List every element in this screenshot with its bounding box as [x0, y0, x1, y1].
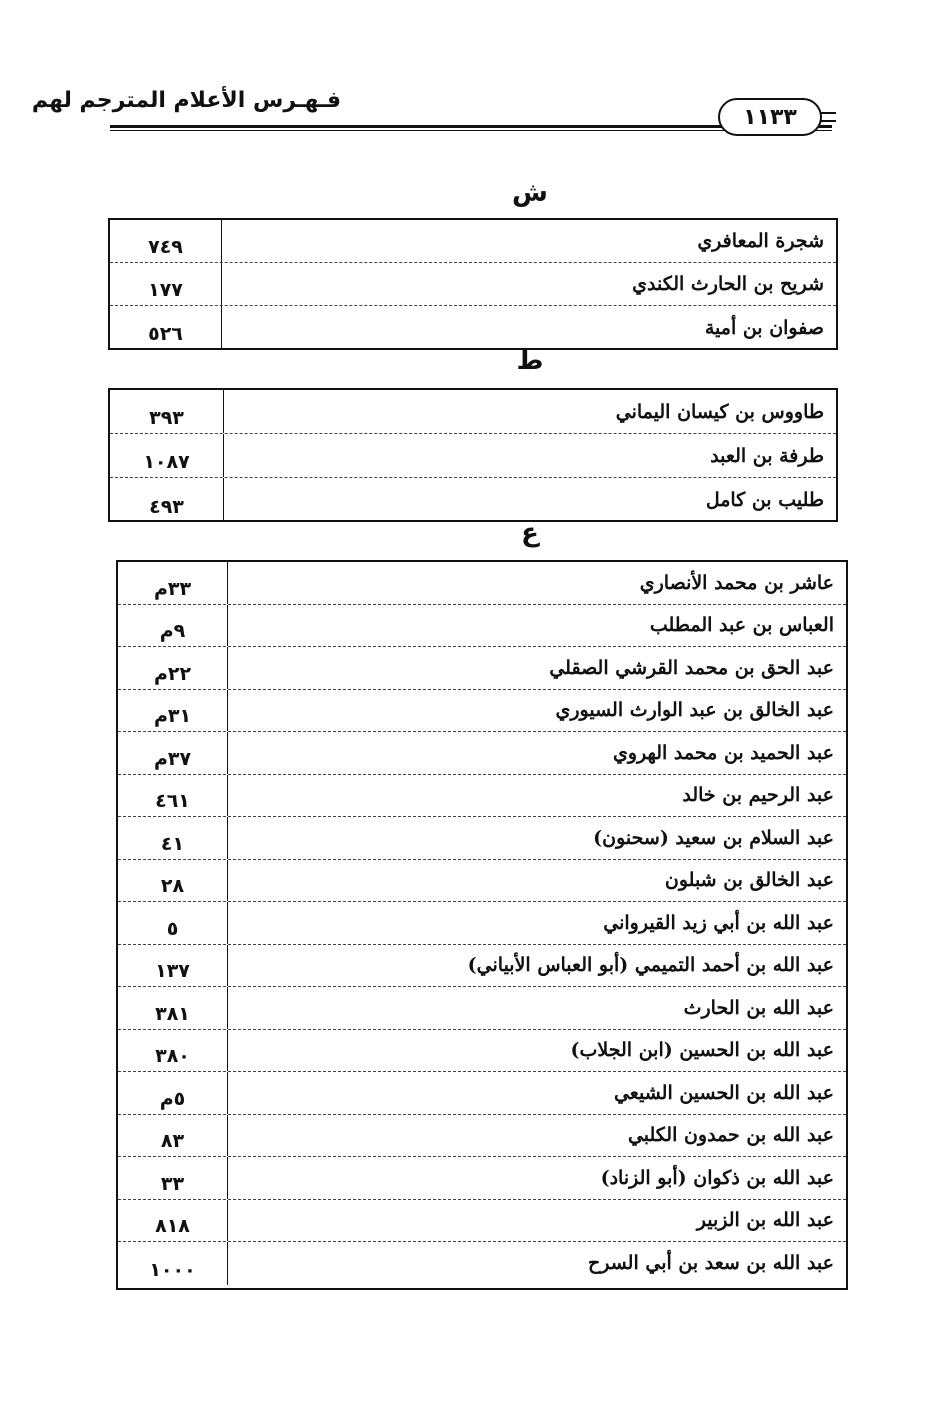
index-row [118, 1242, 846, 1285]
index-row [118, 902, 846, 945]
index-row [118, 1072, 846, 1115]
page-reference: ٥م [118, 1072, 228, 1114]
index-row [110, 478, 836, 522]
person-name: شريح بن الحارث الكندي [632, 273, 824, 295]
index-row [118, 987, 846, 1030]
person-name: عبد الله بن الحارث [683, 996, 834, 1019]
person-name: عبد الله بن الزبير [696, 1209, 834, 1232]
person-name: عبد الخالق بن شبلون [664, 869, 834, 892]
index-row [110, 220, 836, 263]
person-name: عبد الله بن حمدون الكلبي [627, 1124, 834, 1147]
person-name: عبد الخالق بن عبد الوارث السيوري [555, 699, 834, 722]
page-reference: ١٣٧ [118, 945, 228, 987]
index-row [118, 732, 846, 775]
page-reference: ٣٨٠ [118, 1030, 228, 1072]
page-reference: ٥ [118, 902, 228, 944]
person-name: طليب بن كامل [705, 489, 824, 511]
person-name: عبد الله بن سعد بن أبي السرح [587, 1252, 834, 1275]
person-name: عاشر بن محمد الأنصاري [639, 571, 834, 594]
page-reference: ١٠٠٠ [118, 1242, 228, 1285]
page-reference: ٨٣ [118, 1115, 228, 1157]
person-name: صفوان بن أمية [704, 316, 824, 339]
index-row [110, 306, 836, 349]
page-reference: ٣٨١ [118, 987, 228, 1029]
page-reference: ٤٦١ [118, 775, 228, 817]
index-row [118, 1157, 846, 1200]
page-reference: ١٠٨٧ [110, 434, 224, 477]
page-reference: ٣٩٣ [110, 390, 224, 433]
index-row [118, 1115, 846, 1158]
person-name: عبد الله بن أبي زيد القيرواني [603, 911, 834, 934]
index-row [118, 562, 846, 605]
index-row [118, 1030, 846, 1073]
section-letter: ع [521, 518, 539, 548]
running-title: فـهـرس الأعلام المترجم لهم [31, 88, 341, 113]
page-reference: ٢٢م [118, 647, 228, 689]
person-name: طرفة بن العبد [710, 444, 824, 467]
person-name: طاووس بن كيسان اليماني [615, 400, 824, 423]
person-name: عبد السلام بن سعيد (سحنون) [593, 826, 834, 849]
person-name: عبد الرحيم بن خالد [682, 784, 834, 807]
section-letter: ط [516, 346, 544, 376]
person-name: عبد الحميد بن محمد الهروي [612, 741, 834, 764]
page-reference: ٧٤٩ [110, 220, 222, 262]
person-name: عبد الله بن الحسين (ابن الجلاب) [570, 1039, 834, 1062]
person-name: عبد الله بن ذكوان (أبو الزناد) [600, 1166, 834, 1189]
person-name: شجرة المعافري [697, 230, 824, 252]
index-row [118, 690, 846, 733]
index-row [110, 434, 836, 478]
page-reference: ٣٧م [118, 732, 228, 774]
index-table [116, 560, 848, 1290]
index-table [108, 218, 838, 350]
page-reference: ٣٣م [118, 562, 228, 604]
page-number: ١١٣٣ [718, 98, 822, 136]
page-reference: ٩م [118, 605, 228, 647]
index-row [110, 390, 836, 434]
section-letter: ش [512, 178, 548, 208]
page-reference: ١٧٧ [110, 263, 222, 305]
index-row [118, 605, 846, 648]
index-table [108, 388, 838, 522]
index-row [118, 647, 846, 690]
index-row [118, 945, 846, 988]
index-row [118, 817, 846, 860]
index-row [118, 775, 846, 818]
page-header [0, 0, 941, 160]
index-row [118, 1200, 846, 1243]
person-name: عبد الله بن أحمد التميمي (أبو العباس الأبياني) [467, 954, 834, 977]
page-reference: ٢٨ [118, 860, 228, 902]
index-row [110, 263, 836, 306]
page-reference: ٤٩٣ [110, 478, 224, 522]
page-reference: ٥٢٦ [110, 306, 222, 349]
page-reference: ٣٣ [118, 1157, 228, 1199]
person-name: عبد الله بن الحسين الشيعي [613, 1081, 834, 1104]
person-name: عبد الحق بن محمد القرشي الصقلي [549, 656, 834, 679]
page-reference: ٤١ [118, 817, 228, 859]
index-row [118, 860, 846, 903]
page-reference: ٨١٨ [118, 1200, 228, 1242]
person-name: العباس بن عبد المطلب [649, 614, 834, 637]
page-reference: ٣١م [118, 690, 228, 732]
